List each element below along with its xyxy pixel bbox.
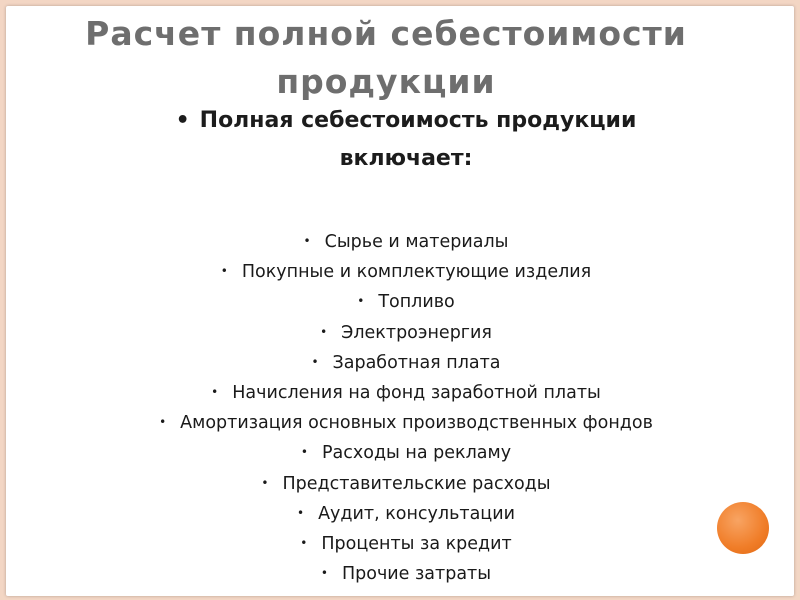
list-item-text: Расходы на рекламу <box>321 443 512 464</box>
bullet-icon: • <box>320 566 328 581</box>
list-item-text: Проценты за кредит <box>321 533 512 554</box>
bullet-icon: • <box>261 475 269 490</box>
list-item-text: Электроэнергия <box>341 322 492 343</box>
bullet-icon: • <box>175 108 190 133</box>
bullet-icon: • <box>297 505 305 520</box>
subheading-line-1 <box>6 102 794 140</box>
cost-items-list <box>6 226 794 588</box>
list-item-text: Заработная плата <box>332 352 501 373</box>
bullet-icon: • <box>211 384 219 399</box>
bullet-icon: • <box>320 324 328 339</box>
list-item-text: Аудит, консультации <box>318 503 515 524</box>
list-item <box>6 468 794 498</box>
subheading <box>6 102 794 178</box>
slide <box>6 6 794 596</box>
list-item <box>6 377 794 407</box>
list-item-text: Начисления на фонд заработной платы <box>232 382 601 403</box>
bullet-icon: • <box>357 294 365 309</box>
orange-circle-decoration <box>717 502 769 554</box>
list-item <box>6 558 794 588</box>
list-item-text: Представительские расходы <box>282 473 551 494</box>
bullet-icon: • <box>300 445 308 460</box>
title-line-1: Расчет полной себестоимости <box>85 14 687 53</box>
list-item-text: Сырье и материалы <box>324 232 509 252</box>
list-item <box>6 226 794 256</box>
list-item <box>6 286 794 316</box>
subheading-text-1: Полная себестоимость продукции <box>199 108 637 133</box>
bullet-icon: • <box>159 415 167 430</box>
list-item <box>6 407 794 437</box>
list-item <box>6 347 794 377</box>
bullet-icon: • <box>300 535 308 550</box>
list-item <box>6 256 794 286</box>
bullet-icon: • <box>303 234 311 248</box>
list-item-text: Прочие затраты <box>341 564 492 585</box>
list-item <box>6 437 794 467</box>
title-line-2: продукции <box>276 62 496 101</box>
list-item-text: Амортизация основных производственных фондов <box>180 413 653 434</box>
subheading-text-2: включает: <box>339 146 473 171</box>
list-item <box>6 528 794 558</box>
bullet-icon: • <box>311 354 319 369</box>
bullet-icon: • <box>220 264 228 279</box>
slide-title <box>6 10 766 106</box>
list-item <box>6 498 794 528</box>
list-item-text: Покупные и комплектующие изделия <box>241 262 592 283</box>
list-item <box>6 317 794 347</box>
list-item-text: Топливо <box>378 292 455 313</box>
